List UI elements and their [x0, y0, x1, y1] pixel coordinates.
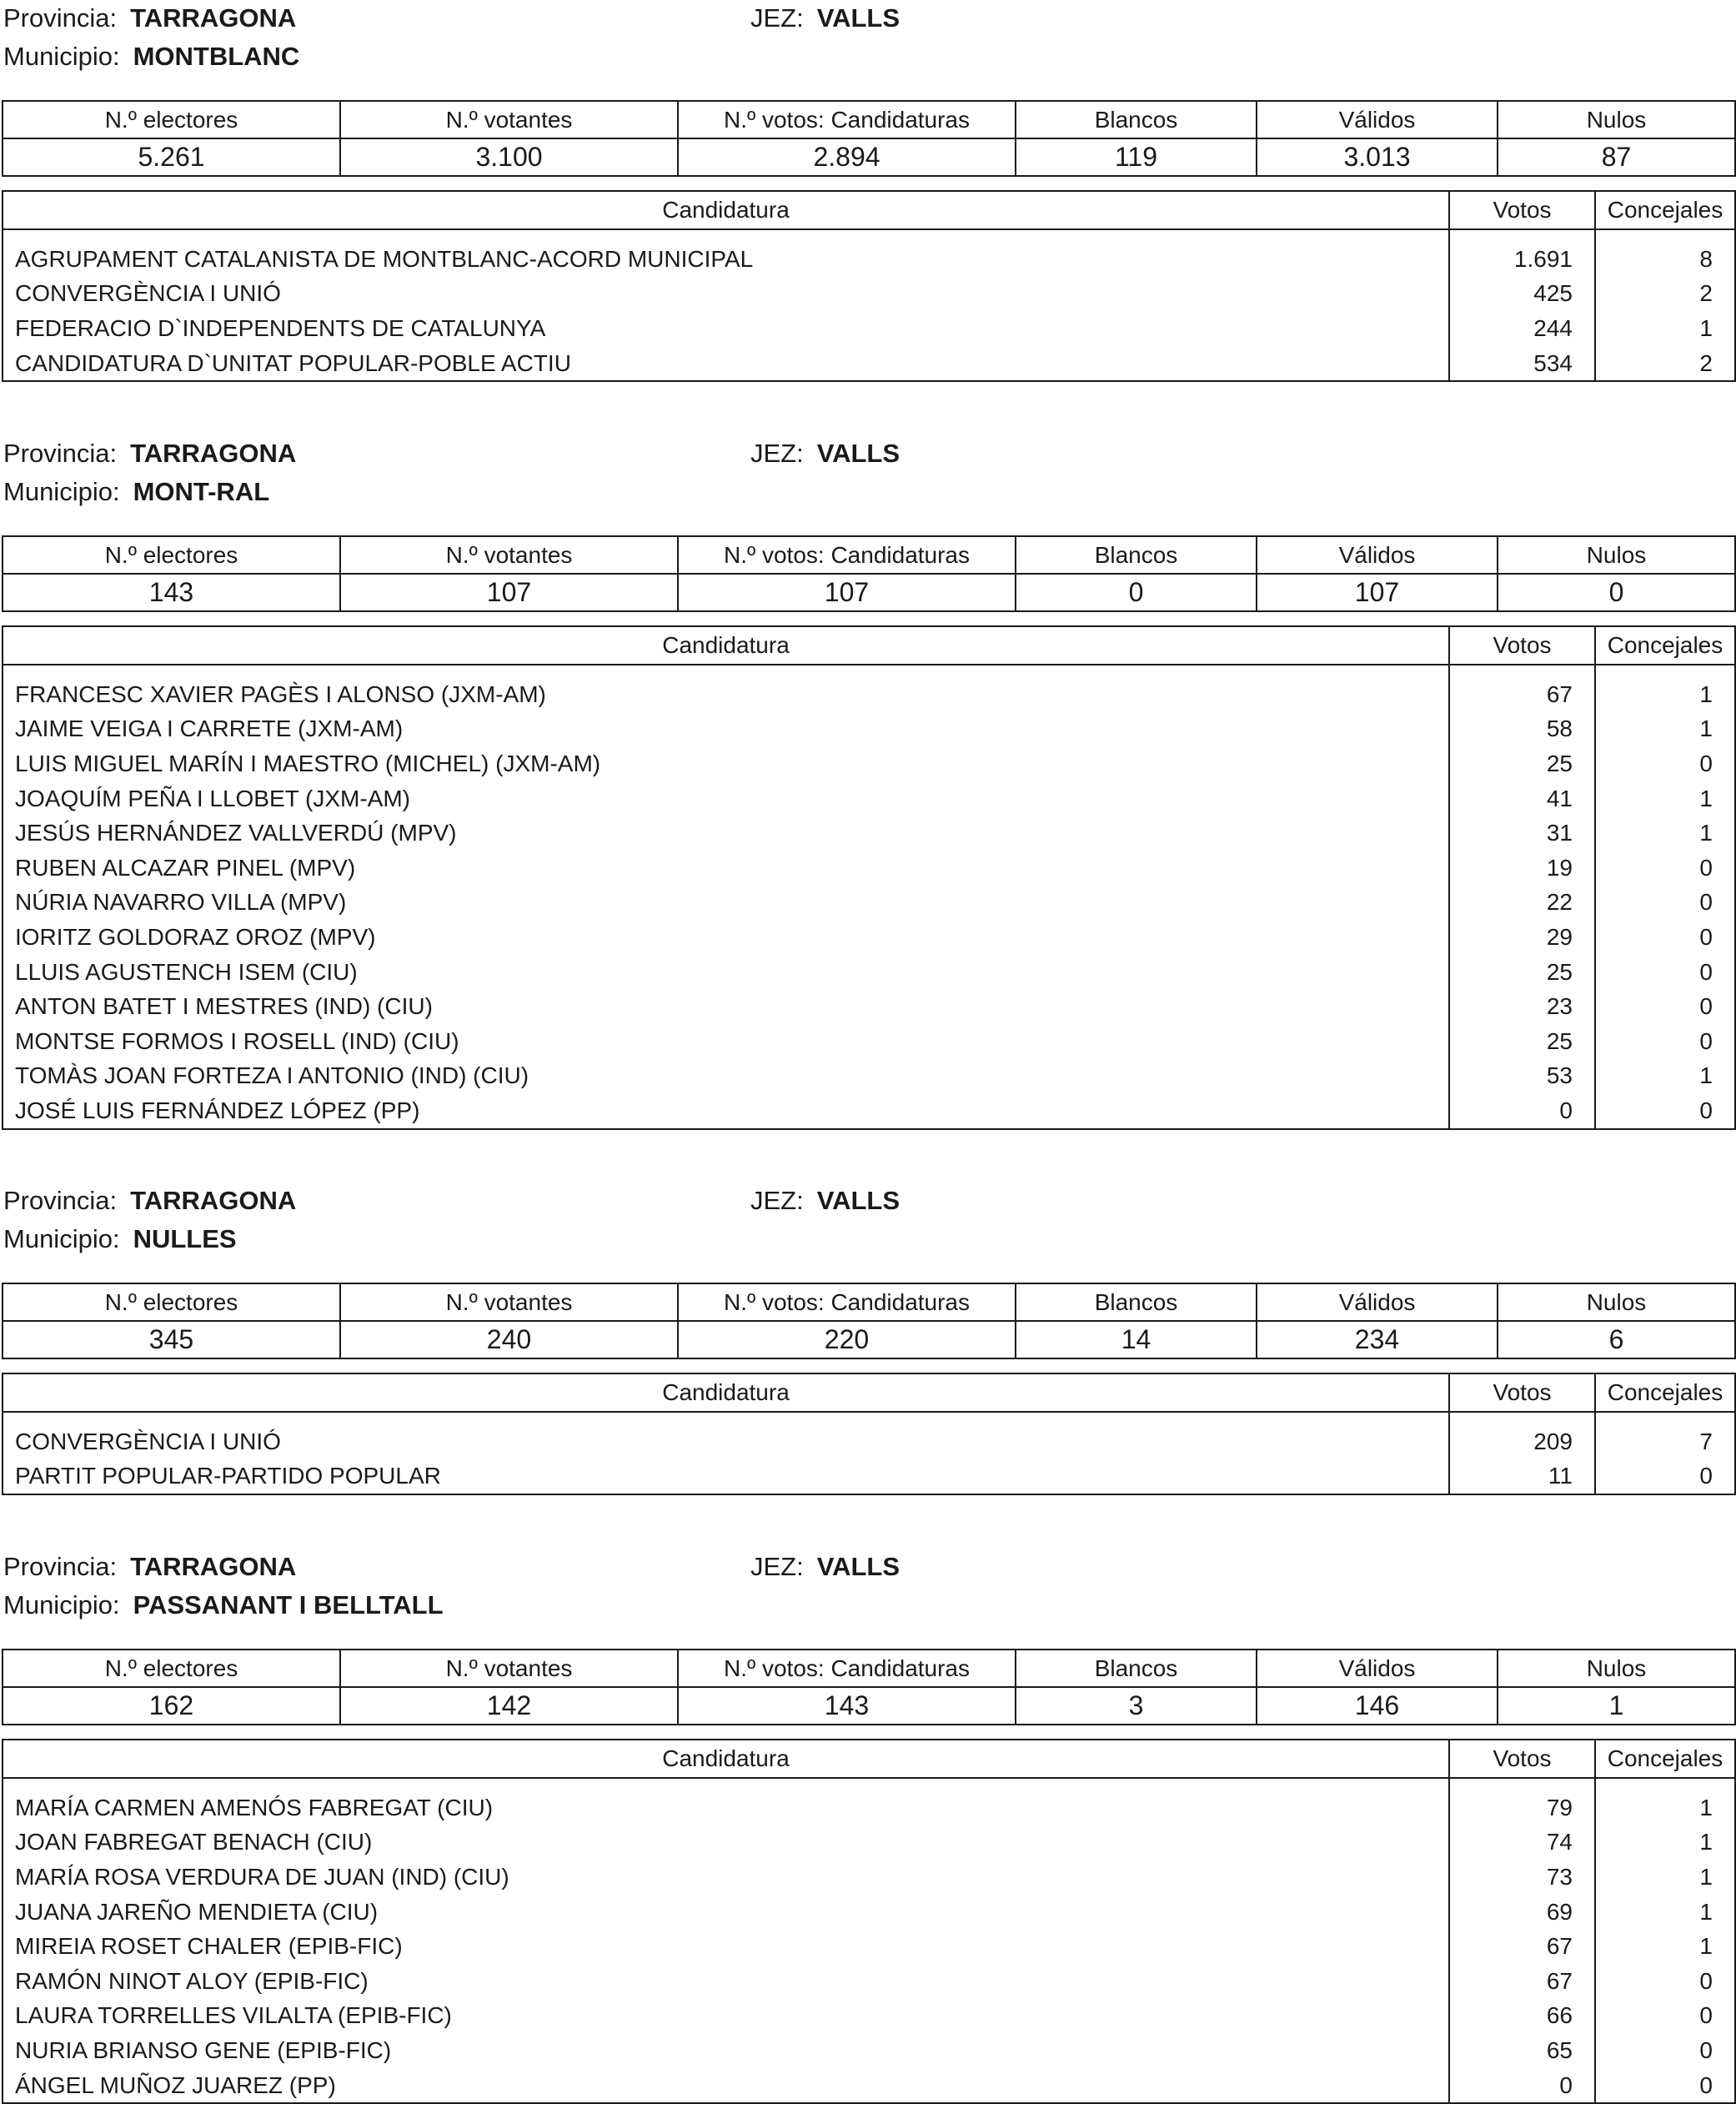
- spacer-cell: [3, 1778, 1449, 1790]
- candidatura-name: RUBEN ALCAZAR PINEL (MPV): [3, 851, 1449, 886]
- candidaturas-table: [2, 625, 1736, 1130]
- header-candidatura: Candidatura: [3, 191, 1449, 229]
- candidatura-votos: 25: [1449, 746, 1595, 781]
- header-concejales: Concejales: [1595, 626, 1735, 665]
- summary-header-votos_candidaturas: N.º votos: Candidaturas: [678, 101, 1016, 138]
- candidatura-name: JOAQUÍM PEÑA I LLOBET (JXM-AM): [3, 781, 1449, 816]
- candidatura-concejales: 0: [1595, 989, 1735, 1024]
- header-candidatura: Candidatura: [3, 1373, 1449, 1412]
- candidatura-name: MIREIA ROSET CHALER (EPIB-FIC): [3, 1929, 1449, 1964]
- municipio-line: [3, 475, 269, 509]
- candidatura-concejales: 7: [1595, 1424, 1735, 1459]
- municipality-header: [0, 435, 1736, 527]
- candidatura-concejales: 1: [1595, 1059, 1735, 1094]
- candidatura-row: [3, 816, 1735, 851]
- header-votos: Votos: [1449, 1740, 1595, 1778]
- candidatura-name: MONTSE FORMOS I ROSELL (IND) (CIU): [3, 1024, 1449, 1059]
- candidaturas-table: [2, 190, 1736, 382]
- municipality-block: [0, 1549, 1736, 2098]
- candidatura-votos: 29: [1449, 920, 1595, 955]
- candidatura-row: [3, 677, 1735, 712]
- municipio-line-label: Municipio:: [3, 477, 120, 506]
- municipio-line-label: Municipio:: [3, 1224, 120, 1253]
- municipality-block: [0, 435, 1736, 1123]
- spacer-cell: [1449, 665, 1595, 677]
- summary-value-votos_candidaturas: 220: [678, 1321, 1016, 1358]
- candidatura-row: [3, 1929, 1735, 1964]
- summary-header-nulos: Nulos: [1498, 536, 1735, 574]
- candidaturas-header-row: [3, 1373, 1735, 1412]
- candidatura-row: [3, 886, 1735, 921]
- candidatura-concejales: 2: [1595, 277, 1735, 312]
- candidatura-row: [3, 311, 1735, 346]
- provincia-line-label: Provincia:: [3, 3, 118, 33]
- candidaturas-table: [2, 1739, 1736, 2104]
- spacer-row: [3, 1778, 1735, 1790]
- candidatura-votos: 58: [1449, 712, 1595, 747]
- candidatura-name: LAURA TORRELLES VILALTA (EPIB-FIC): [3, 1999, 1449, 2034]
- summary-header-nulos: Nulos: [1498, 1650, 1735, 1687]
- summary-value-validos: 107: [1257, 574, 1498, 611]
- jez-line: [750, 1184, 900, 1218]
- provincia-line-label: Provincia:: [3, 1186, 118, 1215]
- candidatura-row: [3, 746, 1735, 781]
- header-candidatura: Candidatura: [3, 1740, 1449, 1778]
- spacer-cell: [1449, 1778, 1595, 1790]
- candidatura-votos: 244: [1449, 311, 1595, 346]
- candidatura-row: [3, 277, 1735, 312]
- candidatura-name: AGRUPAMENT CATALANISTA DE MONTBLANC-ACORD MUNICIPAL: [3, 242, 1449, 277]
- spacer-cell: [3, 1412, 1449, 1424]
- header-concejales: Concejales: [1595, 1740, 1735, 1778]
- summary-header-electores: N.º electores: [3, 1650, 340, 1687]
- candidatura-votos: 41: [1449, 781, 1595, 816]
- municipio-line-label: Municipio:: [3, 42, 120, 71]
- municipio-line-value: MONTBLANC: [133, 42, 300, 71]
- candidatura-concejales: 0: [1595, 1093, 1735, 1129]
- summary-table: [2, 1649, 1736, 1725]
- candidatura-votos: 31: [1449, 816, 1595, 851]
- summary-values-row: [3, 1687, 1735, 1725]
- municipio-line-value: PASSANANT I BELLTALL: [133, 1590, 444, 1619]
- candidatura-row: [3, 955, 1735, 990]
- candidatura-name: FEDERACIO D`INDEPENDENTS DE CATALUNYA: [3, 311, 1449, 346]
- municipio-line-label: Municipio:: [3, 1590, 120, 1619]
- candidatura-concejales: 1: [1595, 1790, 1735, 1825]
- summary-value-validos: 146: [1257, 1687, 1498, 1725]
- candidatura-votos: 23: [1449, 989, 1595, 1024]
- header-votos: Votos: [1449, 1373, 1595, 1412]
- candidatura-concejales: 0: [1595, 2033, 1735, 2068]
- candidatura-row: [3, 1964, 1735, 1999]
- summary-value-electores: 162: [3, 1687, 340, 1725]
- candidatura-concejales: 0: [1595, 1999, 1735, 2034]
- candidatura-votos: 0: [1449, 2068, 1595, 2104]
- candidatura-row: [3, 989, 1735, 1024]
- summary-value-nulos: 1: [1498, 1687, 1735, 1725]
- candidatura-row: [3, 920, 1735, 955]
- municipio-line: [3, 1223, 237, 1256]
- candidatura-row: [3, 1860, 1735, 1895]
- summary-value-blancos: 0: [1016, 574, 1257, 611]
- candidatura-votos: 534: [1449, 346, 1595, 382]
- summary-table: [2, 535, 1736, 612]
- candidatura-concejales: 2: [1595, 346, 1735, 382]
- candidatura-votos: 53: [1449, 1059, 1595, 1094]
- candidatura-name: LUIS MIGUEL MARÍN I MAESTRO (MICHEL) (JXM-AM): [3, 746, 1449, 781]
- header-concejales: Concejales: [1595, 1373, 1735, 1412]
- summary-header-validos: Válidos: [1257, 536, 1498, 574]
- summary-value-votos_candidaturas: 143: [678, 1687, 1016, 1725]
- jez-line-label: JEZ:: [750, 1186, 804, 1215]
- municipality-header: [0, 1549, 1736, 1640]
- candidatura-votos: 425: [1449, 277, 1595, 312]
- summary-value-blancos: 119: [1016, 138, 1257, 176]
- spacer-cell: [1595, 229, 1735, 242]
- jez-line-label: JEZ:: [750, 1552, 804, 1581]
- candidatura-row: [3, 851, 1735, 886]
- candidatura-row: [3, 712, 1735, 747]
- header-votos: Votos: [1449, 626, 1595, 665]
- municipio-line-value: NULLES: [133, 1224, 237, 1253]
- summary-header-nulos: Nulos: [1498, 101, 1735, 138]
- candidatura-row: [3, 2033, 1735, 2068]
- summary-value-nulos: 6: [1498, 1321, 1735, 1358]
- provincia-line-value: TARRAGONA: [130, 1552, 297, 1581]
- summary-value-votantes: 142: [340, 1687, 678, 1725]
- summary-header-blancos: Blancos: [1016, 536, 1257, 574]
- candidatura-concejales: 1: [1595, 712, 1735, 747]
- spacer-cell: [3, 665, 1449, 677]
- spacer-cell: [3, 229, 1449, 242]
- candidatura-row: [3, 781, 1735, 816]
- candidatura-concejales: 1: [1595, 816, 1735, 851]
- candidatura-concejales: 1: [1595, 781, 1735, 816]
- candidatura-name: NÚRIA NAVARRO VILLA (MPV): [3, 886, 1449, 921]
- candidatura-name: LLUIS AGUSTENCH ISEM (CIU): [3, 955, 1449, 990]
- candidatura-row: [3, 1059, 1735, 1094]
- candidatura-name: JUANA JAREÑO MENDIETA (CIU): [3, 1895, 1449, 1930]
- candidatura-concejales: 1: [1595, 311, 1735, 346]
- candidatura-votos: 73: [1449, 1860, 1595, 1895]
- summary-header-validos: Válidos: [1257, 101, 1498, 138]
- summary-header-electores: N.º electores: [3, 536, 340, 574]
- candidatura-name: CONVERGÈNCIA I UNIÓ: [3, 1424, 1449, 1459]
- summary-header-row: [3, 1283, 1735, 1321]
- candidatura-votos: 65: [1449, 2033, 1595, 2068]
- provincia-line: [3, 1184, 296, 1218]
- jez-line: [750, 437, 900, 470]
- jez-line-value: VALLS: [816, 3, 901, 33]
- summary-header-electores: N.º electores: [3, 101, 340, 138]
- summary-value-electores: 143: [3, 574, 340, 611]
- candidatura-name: JOAN FABREGAT BENACH (CIU): [3, 1825, 1449, 1860]
- candidatura-votos: 25: [1449, 1024, 1595, 1059]
- candidatura-row: [3, 1825, 1735, 1860]
- summary-header-validos: Válidos: [1257, 1650, 1498, 1687]
- candidaturas-header-row: [3, 191, 1735, 229]
- candidatura-name: MARÍA ROSA VERDURA DE JUAN (IND) (CIU): [3, 1860, 1449, 1895]
- candidatura-concejales: 0: [1595, 1459, 1735, 1495]
- candidatura-name: CANDIDATURA D`UNITAT POPULAR-POBLE ACTIU: [3, 346, 1449, 382]
- spacer-cell: [1595, 1778, 1735, 1790]
- candidatura-name: FRANCESC XAVIER PAGÈS I ALONSO (JXM-AM): [3, 677, 1449, 712]
- candidaturas-header-row: [3, 1740, 1735, 1778]
- summary-value-nulos: 87: [1498, 138, 1735, 176]
- spacer-row: [3, 229, 1735, 242]
- candidatura-concejales: 0: [1595, 746, 1735, 781]
- summary-value-validos: 3.013: [1257, 138, 1498, 176]
- summary-header-votos_candidaturas: N.º votos: Candidaturas: [678, 536, 1016, 574]
- municipality-block: [0, 0, 1736, 376]
- jez-line-value: VALLS: [816, 1186, 901, 1215]
- jez-line-value: VALLS: [816, 439, 901, 468]
- candidatura-votos: 67: [1449, 1964, 1595, 1999]
- candidatura-name: NURIA BRIANSO GENE (EPIB-FIC): [3, 2033, 1449, 2068]
- summary-header-row: [3, 1650, 1735, 1687]
- candidatura-concejales: 1: [1595, 1929, 1735, 1964]
- candidatura-name: IORITZ GOLDORAZ OROZ (MPV): [3, 920, 1449, 955]
- summary-header-validos: Válidos: [1257, 1283, 1498, 1321]
- candidatura-votos: 66: [1449, 1999, 1595, 2034]
- candidatura-row: [3, 1999, 1735, 2034]
- summary-header-votantes: N.º votantes: [340, 101, 678, 138]
- summary-value-votantes: 240: [340, 1321, 678, 1358]
- candidatura-votos: 209: [1449, 1424, 1595, 1459]
- summary-header-blancos: Blancos: [1016, 1650, 1257, 1687]
- summary-value-votos_candidaturas: 2.894: [678, 138, 1016, 176]
- candidatura-concejales: 0: [1595, 955, 1735, 990]
- candidatura-row: [3, 2068, 1735, 2104]
- jez-line-label: JEZ:: [750, 3, 804, 33]
- summary-header-blancos: Blancos: [1016, 101, 1257, 138]
- candidatura-concejales: 0: [1595, 1024, 1735, 1059]
- candidatura-name: JESÚS HERNÁNDEZ VALLVERDÚ (MPV): [3, 816, 1449, 851]
- spacer-row: [3, 1412, 1735, 1424]
- provincia-line-label: Provincia:: [3, 1552, 118, 1581]
- candidatura-row: [3, 346, 1735, 382]
- provincia-line: [3, 1550, 296, 1584]
- spacer-cell: [1595, 665, 1735, 677]
- spacer-cell: [1595, 1412, 1735, 1424]
- candidatura-name: TOMÀS JOAN FORTEZA I ANTONIO (IND) (CIU): [3, 1059, 1449, 1094]
- candidatura-concejales: 0: [1595, 2068, 1735, 2104]
- candidatura-votos: 79: [1449, 1790, 1595, 1825]
- summary-header-row: [3, 101, 1735, 138]
- provincia-line-value: TARRAGONA: [130, 1186, 297, 1215]
- summary-value-votantes: 3.100: [340, 138, 678, 176]
- header-concejales: Concejales: [1595, 191, 1735, 229]
- spacer-row: [3, 665, 1735, 677]
- candidatura-row: [3, 1790, 1735, 1825]
- provincia-line: [3, 437, 296, 470]
- candidatura-concejales: 1: [1595, 1860, 1735, 1895]
- summary-value-validos: 234: [1257, 1321, 1498, 1358]
- candidatura-votos: 19: [1449, 851, 1595, 886]
- candidaturas-table: [2, 1373, 1736, 1495]
- candidatura-votos: 1.691: [1449, 242, 1595, 277]
- municipio-line: [3, 40, 299, 73]
- candidatura-name: RAMÓN NINOT ALOY (EPIB-FIC): [3, 1964, 1449, 1999]
- candidatura-name: JOSÉ LUIS FERNÁNDEZ LÓPEZ (PP): [3, 1093, 1449, 1129]
- summary-values-row: [3, 574, 1735, 611]
- header-candidatura: Candidatura: [3, 626, 1449, 665]
- provincia-line-value: TARRAGONA: [130, 3, 297, 33]
- summary-header-votantes: N.º votantes: [340, 536, 678, 574]
- summary-values-row: [3, 1321, 1735, 1358]
- summary-value-electores: 5.261: [3, 138, 340, 176]
- summary-table: [2, 1283, 1736, 1359]
- candidatura-row: [3, 1093, 1735, 1129]
- candidatura-votos: 67: [1449, 677, 1595, 712]
- summary-value-blancos: 14: [1016, 1321, 1257, 1358]
- candidatura-name: ÁNGEL MUÑOZ JUAREZ (PP): [3, 2068, 1449, 2104]
- summary-header-votos_candidaturas: N.º votos: Candidaturas: [678, 1283, 1016, 1321]
- summary-header-votos_candidaturas: N.º votos: Candidaturas: [678, 1650, 1016, 1687]
- candidatura-votos: 25: [1449, 955, 1595, 990]
- candidatura-votos: 67: [1449, 1929, 1595, 1964]
- candidatura-concejales: 0: [1595, 851, 1735, 886]
- candidatura-concejales: 0: [1595, 920, 1735, 955]
- candidatura-votos: 11: [1449, 1459, 1595, 1495]
- candidatura-name: ANTON BATET I MESTRES (IND) (CIU): [3, 989, 1449, 1024]
- candidatura-concejales: 8: [1595, 242, 1735, 277]
- jez-line: [750, 1550, 900, 1584]
- summary-value-votantes: 107: [340, 574, 678, 611]
- summary-header-electores: N.º electores: [3, 1283, 340, 1321]
- municipality-block: [0, 1183, 1736, 1489]
- summary-value-votos_candidaturas: 107: [678, 574, 1016, 611]
- spacer-cell: [1449, 229, 1595, 242]
- candidatura-row: [3, 1024, 1735, 1059]
- municipio-line: [3, 1589, 444, 1622]
- summary-header-votantes: N.º votantes: [340, 1283, 678, 1321]
- candidatura-concejales: 0: [1595, 1964, 1735, 1999]
- candidatura-votos: 74: [1449, 1825, 1595, 1860]
- summary-value-electores: 345: [3, 1321, 340, 1358]
- summary-table: [2, 100, 1736, 177]
- candidatura-concejales: 1: [1595, 1825, 1735, 1860]
- spacer-cell: [1449, 1412, 1595, 1424]
- candidatura-row: [3, 1895, 1735, 1930]
- municipio-line-value: MONT-RAL: [133, 477, 270, 506]
- summary-values-row: [3, 138, 1735, 176]
- summary-header-row: [3, 536, 1735, 574]
- summary-header-nulos: Nulos: [1498, 1283, 1735, 1321]
- provincia-line-value: TARRAGONA: [130, 439, 297, 468]
- summary-header-votantes: N.º votantes: [340, 1650, 678, 1687]
- jez-line-label: JEZ:: [750, 439, 804, 468]
- candidatura-concejales: 1: [1595, 1895, 1735, 1930]
- candidatura-row: [3, 242, 1735, 277]
- candidatura-concejales: 1: [1595, 677, 1735, 712]
- candidatura-concejales: 0: [1595, 886, 1735, 921]
- municipality-header: [0, 1183, 1736, 1274]
- candidatura-row: [3, 1424, 1735, 1459]
- provincia-line: [3, 2, 296, 35]
- candidaturas-header-row: [3, 626, 1735, 665]
- candidatura-name: JAIME VEIGA I CARRETE (JXM-AM): [3, 712, 1449, 747]
- candidatura-name: MARÍA CARMEN AMENÓS FABREGAT (CIU): [3, 1790, 1449, 1825]
- jez-line: [750, 2, 900, 35]
- candidatura-votos: 0: [1449, 1093, 1595, 1129]
- provincia-line-label: Provincia:: [3, 439, 118, 468]
- candidatura-votos: 69: [1449, 1895, 1595, 1930]
- header-votos: Votos: [1449, 191, 1595, 229]
- candidatura-name: CONVERGÈNCIA I UNIÓ: [3, 277, 1449, 312]
- candidatura-name: PARTIT POPULAR-PARTIDO POPULAR: [3, 1459, 1449, 1495]
- candidatura-votos: 22: [1449, 886, 1595, 921]
- jez-line-value: VALLS: [816, 1552, 901, 1581]
- summary-value-blancos: 3: [1016, 1687, 1257, 1725]
- summary-value-nulos: 0: [1498, 574, 1735, 611]
- candidatura-row: [3, 1459, 1735, 1495]
- municipality-header: [0, 0, 1736, 92]
- summary-header-blancos: Blancos: [1016, 1283, 1257, 1321]
